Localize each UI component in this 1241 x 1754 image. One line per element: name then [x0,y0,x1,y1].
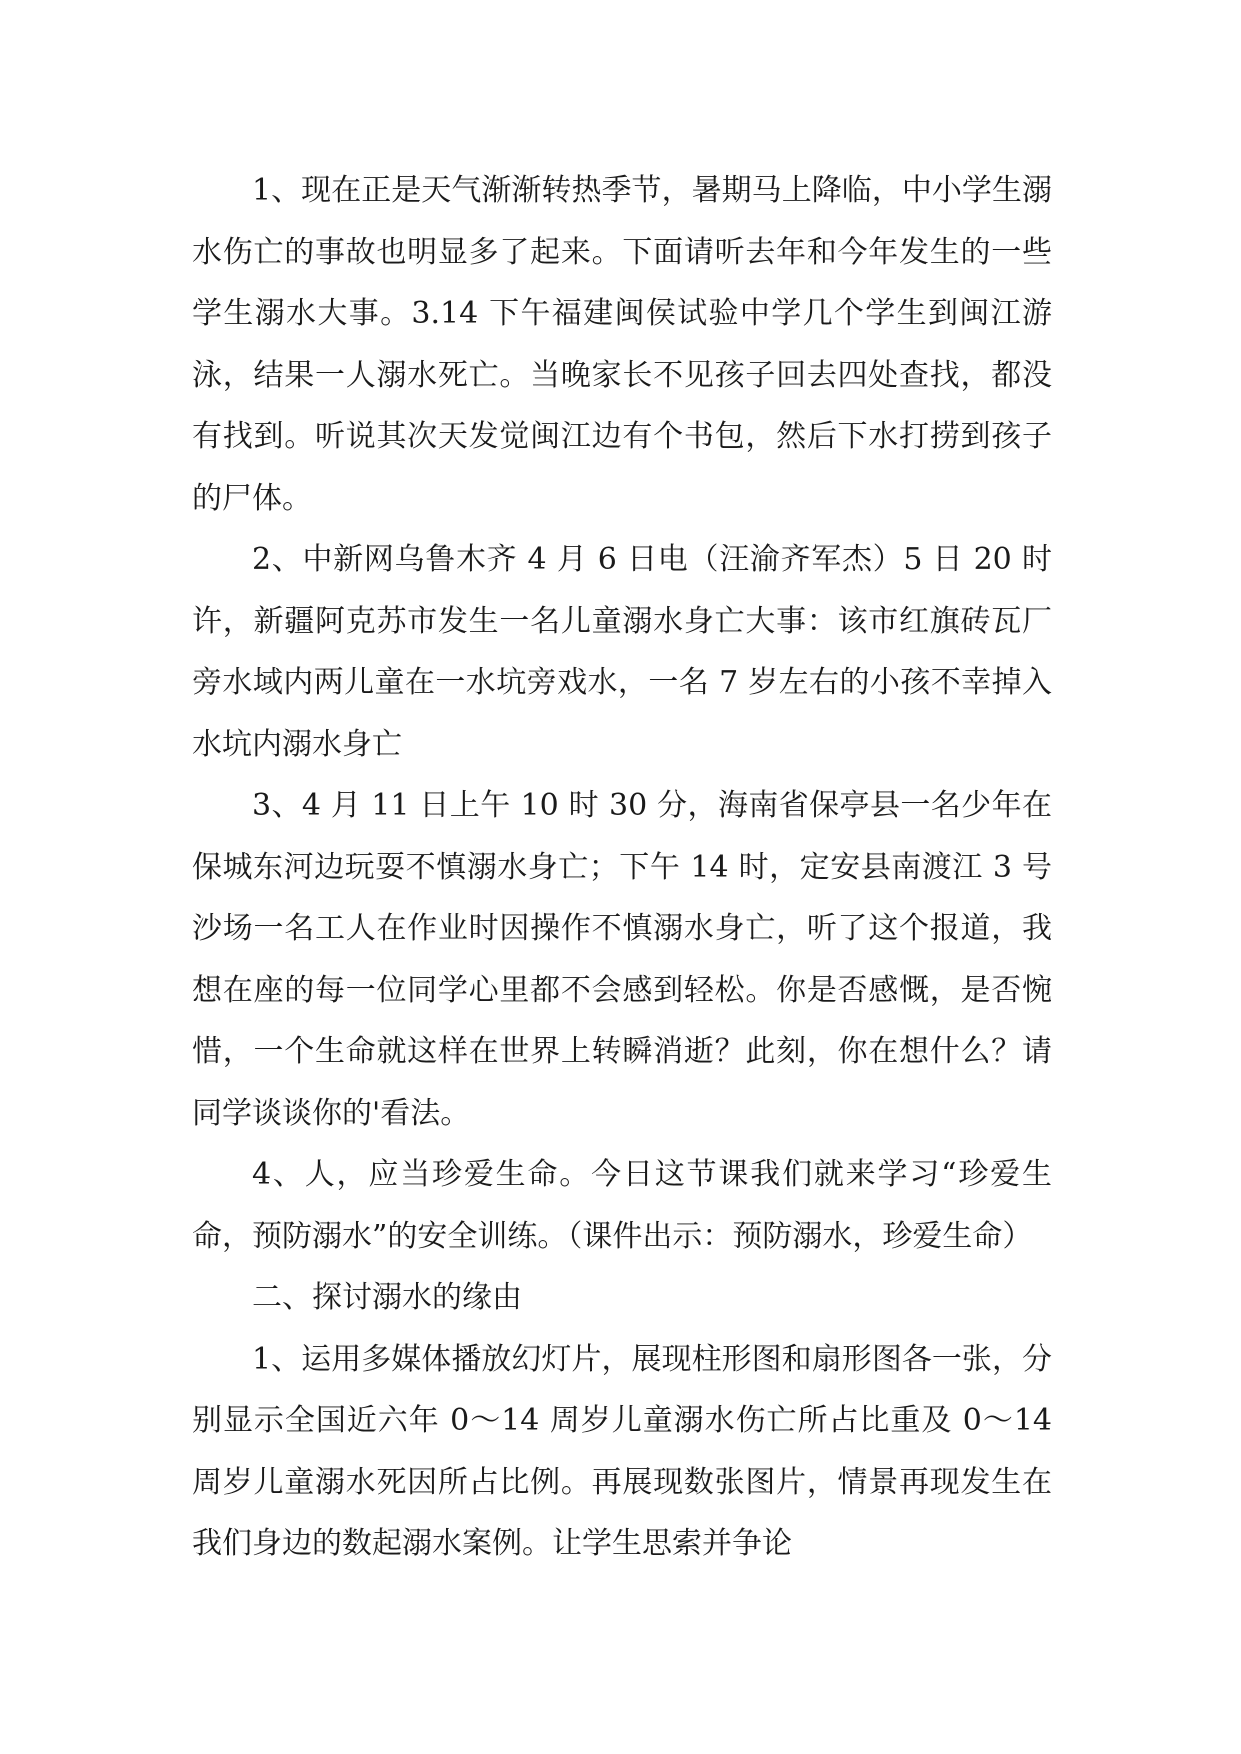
paragraph-case-3: 3、4 月 11 日上午 10 时 30 分，海南省保亭县一名少年在保城东河边玩耍不慎溺水身亡；下午 14 时，定安县南渡江 3 号沙场一名工人在作业时因操作不慎溺水身亡，听了这个报道，我想在座的每一位同学心里都不会感到轻松。你是否感慨，是否惋惜，一个生命就这样在世界上转瞬消逝？此刻，你在想什么？请同学谈谈你的'看法。 [192,788,1052,1131]
paragraph-case-2: 2、中新网乌鲁木齐 4 月 6 日电（汪渝齐军杰）5 日 20 时许，新疆阿克苏市发生一名儿童溺水身亡大事：该市红旗砖瓦厂旁水域内两儿童在一水坑旁戏水，一名 7 岁左右的小孩不幸掉入水坑内溺水身亡 [192,542,1052,762]
paragraph-case-1: 1、现在正是天气渐渐转热季节，暑期马上降临，中小学生溺水伤亡的事故也明显多了起来。下面请听去年和今年发生的一些学生溺水大事。3.14 下午福建闽侯试验中学几个学生到闽江游泳，结果一人溺水死亡。当晚家长不见孩子回去四处查找，都没有找到。听说其次天发觉闽江边有个书包，然后下水打捞到孩子的尸体。 [192,173,1052,516]
document-body [192,160,1052,1575]
section-heading: 二、探讨溺水的缘由 [252,1280,522,1315]
paragraph-multimedia: 1、运用多媒体播放幻灯片，展现柱形图和扇形图各一张，分别显示全国近六年 0～14 周岁儿童溺水伤亡所占比重及 0～14 周岁儿童溺水死因所占比例。再展现数张图片，情景再现发生在我们身边的数起溺水案例。让学生思索并争论 [192,1341,1052,1561]
paragraph-intro-topic: 4、人，应当珍爱生命。今日这节课我们就来学习“珍爱生命，预防溺水”的安全训练。（课件出示：预防溺水，珍爱生命） [192,1157,1052,1254]
